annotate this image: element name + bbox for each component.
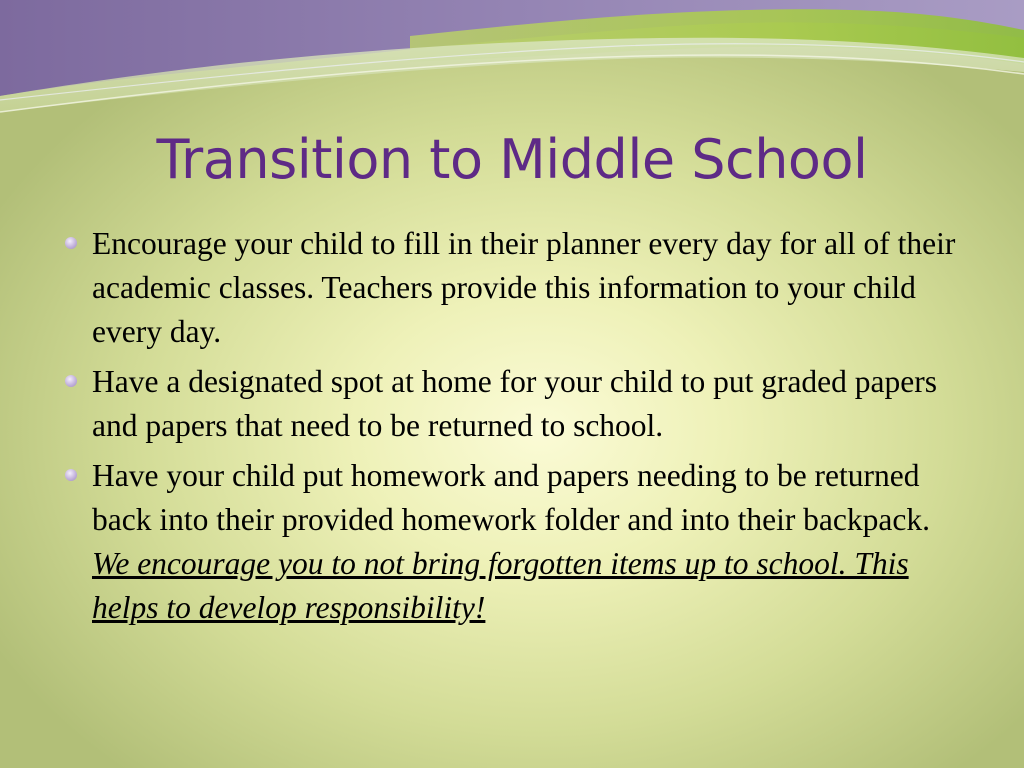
bullet-dot-icon [65,375,77,387]
bullet-list [60,222,972,636]
bullet-text: Encourage your child to fill in their planner every day for all of their academic classes. Teachers provide this information to your child every day. [92,226,956,349]
bullet-item-designated-spot [60,360,972,448]
bullet-dot-icon [65,237,77,249]
bullet-emphasis-text: We encourage you to not bring forgotten items up to school. This helps to develop responsibility! [92,546,909,625]
slide-title: Transition to Middle School [156,128,868,191]
bullet-dot-icon [65,469,77,481]
bullet-item-planner [60,222,972,354]
decorative-wave-banner [0,0,1024,130]
bullet-text: Have your child put homework and papers needing to be returned back into their provided homework folder and into their backpack. [92,458,946,537]
bullet-text: Have a designated spot at home for your child to put graded papers and papers that need to be returned to school. [92,364,937,443]
bullet-item-homework-folder [60,454,972,630]
